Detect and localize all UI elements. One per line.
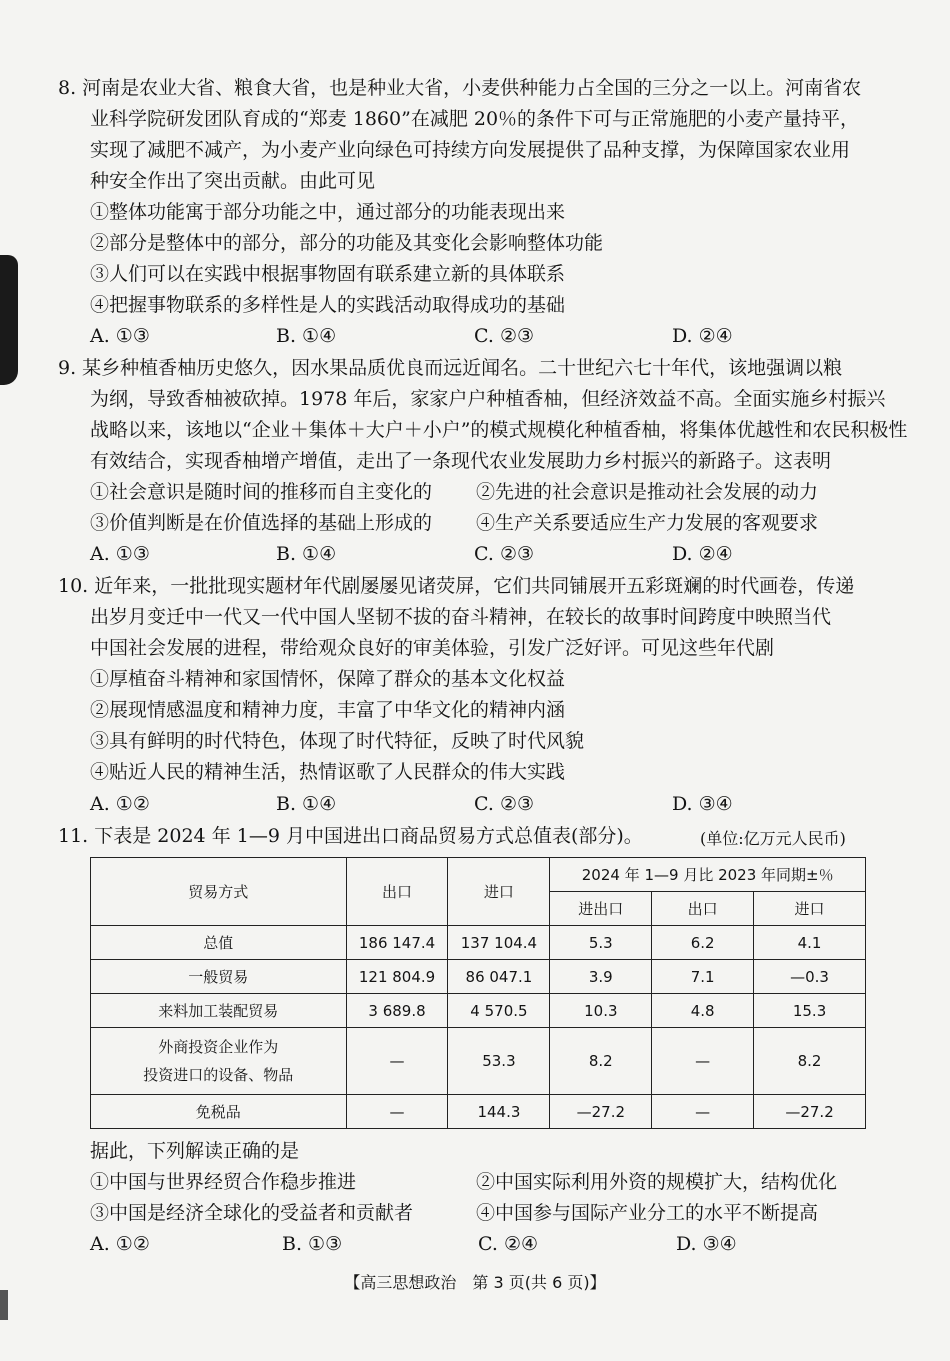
q10-choice-d[interactable]: D. ③④ — [672, 793, 733, 815]
header-import: 进口 — [448, 858, 550, 926]
subheader-export: 出口 — [652, 892, 754, 926]
cell-import-pct: 4.1 — [754, 926, 866, 960]
q8-option-3: ③人们可以在实践中根据事物固有联系建立新的具体联系 — [90, 263, 566, 285]
q9-option-4: ④生产关系要适应生产力发展的客观要求 — [476, 512, 819, 534]
q8-option-4: ④把握事物联系的多样性是人的实践活动取得成功的基础 — [90, 294, 566, 316]
cell-method: 一般贸易 — [91, 960, 347, 994]
cell-method: 总值 — [91, 926, 347, 960]
scan-edge-mark — [0, 1290, 8, 1320]
cell-method-line: 外商投资企业作为 — [158, 1038, 279, 1056]
q8-choice-a[interactable]: A. ①③ — [90, 325, 150, 347]
stem-line: 实现了减肥不减产，为小麦产业向绿色可持续方向发展提供了品种支撑，为保障国家农业用 — [90, 139, 851, 161]
q9-option-3: ③价值判断是在价值选择的基础上形成的 — [90, 512, 433, 534]
table-row — [91, 994, 866, 1028]
cell-import-pct: 15.3 — [754, 994, 866, 1028]
q11-option-2: ②中国实际利用外资的规模扩大，结构优化 — [476, 1171, 838, 1193]
q8-choice-b[interactable]: B. ①④ — [276, 325, 337, 347]
cell-export: — — [346, 1028, 448, 1095]
stem-line: 8. 河南是农业大省、粮食大省，也是种业大省，小麦供种能力占全国的三分之一以上。河南省农 — [58, 77, 862, 99]
q9-option-1: ①社会意识是随时间的推移而自主变化的 — [90, 481, 433, 503]
cell-export-pct: 6.2 — [652, 926, 754, 960]
stem-line: 出岁月变迁中一代又一代中国人坚韧不拔的奋斗精神，在较长的故事时间跨度中映照当代 — [90, 606, 832, 628]
cell-export-pct: — — [652, 1028, 754, 1095]
stem-line: 为纲，导致香柚被砍掉。1978 年后，家家户户种植香柚，但经济效益不高。全面实施乡村振兴 — [90, 388, 886, 410]
stem-line: 10. 近年来，一批批现实题材年代剧屡屡见诸荧屏，它们共同铺展开五彩斑斓的时代画卷，传递 — [58, 575, 855, 597]
cell-total-pct: 10.3 — [550, 994, 652, 1028]
cell-import: 137 104.4 — [448, 926, 550, 960]
q8-option-2: ②部分是整体中的部分，部分的功能及其变化会影响整体功能 — [90, 232, 604, 254]
stem-line: 9. 某乡种植香柚历史悠久，因水果品质优良而远近闻名。二十世纪六七十年代，该地强调以粮 — [58, 357, 843, 379]
cell-export-pct: 7.1 — [652, 960, 754, 994]
header-export: 出口 — [346, 858, 448, 926]
cell-total-pct: —27.2 — [550, 1095, 652, 1129]
question-10-stem — [58, 571, 868, 664]
stem-line: 中国社会发展的进程，带给观众良好的审美体验，引发广泛好评。可见这些年代剧 — [90, 637, 775, 659]
cell-import-pct: —0.3 — [754, 960, 866, 994]
cell-total-pct: 5.3 — [550, 926, 652, 960]
q10-option-4: ④贴近人民的精神生活，热情讴歌了人民群众的伟大实践 — [90, 761, 566, 783]
question-11-stem: 11. 下表是 2024 年 1—9 月中国进出口商品贸易方式总值表(部分)。 — [58, 825, 643, 847]
q11-option-4: ④中国参与国际产业分工的水平不断提高 — [476, 1202, 819, 1224]
q11-choice-a[interactable]: A. ①② — [90, 1233, 150, 1255]
trade-value-table — [90, 857, 866, 1129]
cell-export: — — [346, 1095, 448, 1129]
subheader-total: 进出口 — [550, 892, 652, 926]
q10-choice-c[interactable]: C. ②③ — [474, 793, 535, 815]
stem-line: 种安全作出了突出贡献。由此可见 — [90, 170, 376, 192]
q11-choice-c[interactable]: C. ②④ — [478, 1233, 539, 1255]
stem-line: 业科学院研发团队育成的“郑麦 1860”在减肥 20％的条件下可与正常施肥的小麦产量持平， — [90, 108, 860, 130]
table-row — [91, 1095, 866, 1129]
q11-choice-d[interactable]: D. ③④ — [676, 1233, 737, 1255]
q8-choice-d[interactable]: D. ②④ — [672, 325, 733, 347]
cell-import: 4 570.5 — [448, 994, 550, 1028]
header-trade-method: 贸易方式 — [91, 858, 347, 926]
q10-option-1: ①厚植奋斗精神和家国情怀，保障了群众的基本文化权益 — [90, 668, 566, 690]
cell-export: 186 147.4 — [346, 926, 448, 960]
cell-export-pct: — — [652, 1095, 754, 1129]
stem-line: 有效结合，实现香柚增产增值，走出了一条现代农业发展助力乡村振兴的新路子。这表明 — [90, 450, 832, 472]
q9-choice-b[interactable]: B. ①④ — [276, 543, 337, 565]
question-8-stem — [58, 73, 868, 197]
cell-total-pct: 3.9 — [550, 960, 652, 994]
question-9-stem — [58, 353, 908, 477]
q10-choice-b[interactable]: B. ①④ — [276, 793, 337, 815]
q10-option-3: ③具有鲜明的时代特色，体现了时代特征，反映了时代风貌 — [90, 730, 585, 752]
page-footer: 【高三思想政治 第 3 页(共 6 页)】 — [344, 1273, 606, 1292]
cell-export: 121 804.9 — [346, 960, 448, 994]
header-yoy-change: 2024 年 1—9 月比 2023 年同期±％ — [550, 858, 866, 892]
table-unit-note: (单位:亿万元人民币) — [700, 829, 846, 848]
stem-line: 战略以来，该地以“企业＋集体＋大户＋小户”的模式规模化种植香柚，将集体优越性和农民积极性 — [90, 419, 908, 441]
q9-choice-c[interactable]: C. ②③ — [474, 543, 535, 565]
q10-choice-a[interactable]: A. ①② — [90, 793, 150, 815]
q10-option-2: ②展现情感温度和精神力度，丰富了中华文化的精神内涵 — [90, 699, 566, 721]
cell-total-pct: 8.2 — [550, 1028, 652, 1095]
q8-option-1: ①整体功能寓于部分功能之中，通过部分的功能表现出来 — [90, 201, 566, 223]
q9-option-2: ②先进的社会意识是推动社会发展的动力 — [476, 481, 819, 503]
table-row — [91, 960, 866, 994]
q9-choice-a[interactable]: A. ①③ — [90, 543, 150, 565]
table-row — [91, 926, 866, 960]
cell-export: 3 689.8 — [346, 994, 448, 1028]
q9-choice-d[interactable]: D. ②④ — [672, 543, 733, 565]
q11-choice-b[interactable]: B. ①③ — [282, 1233, 343, 1255]
q11-option-1: ①中国与世界经贸合作稳步推进 — [90, 1171, 357, 1193]
cell-import-pct: —27.2 — [754, 1095, 866, 1129]
cell-import-pct: 8.2 — [754, 1028, 866, 1095]
q11-lead: 据此，下列解读正确的是 — [90, 1140, 300, 1162]
subheader-import: 进口 — [754, 892, 866, 926]
cell-method-line: 投资进口的设备、物品 — [143, 1066, 294, 1084]
table-row — [91, 1028, 866, 1095]
q11-option-3: ③中国是经济全球化的受益者和贡献者 — [90, 1202, 414, 1224]
cell-import: 53.3 — [448, 1028, 550, 1095]
cell-method — [91, 1028, 347, 1095]
cell-method: 免税品 — [91, 1095, 347, 1129]
cell-import: 86 047.1 — [448, 960, 550, 994]
q8-choice-c[interactable]: C. ②③ — [474, 325, 535, 347]
scan-edge-mark — [0, 255, 18, 385]
cell-method: 来料加工装配贸易 — [91, 994, 347, 1028]
cell-export-pct: 4.8 — [652, 994, 754, 1028]
cell-import: 144.3 — [448, 1095, 550, 1129]
